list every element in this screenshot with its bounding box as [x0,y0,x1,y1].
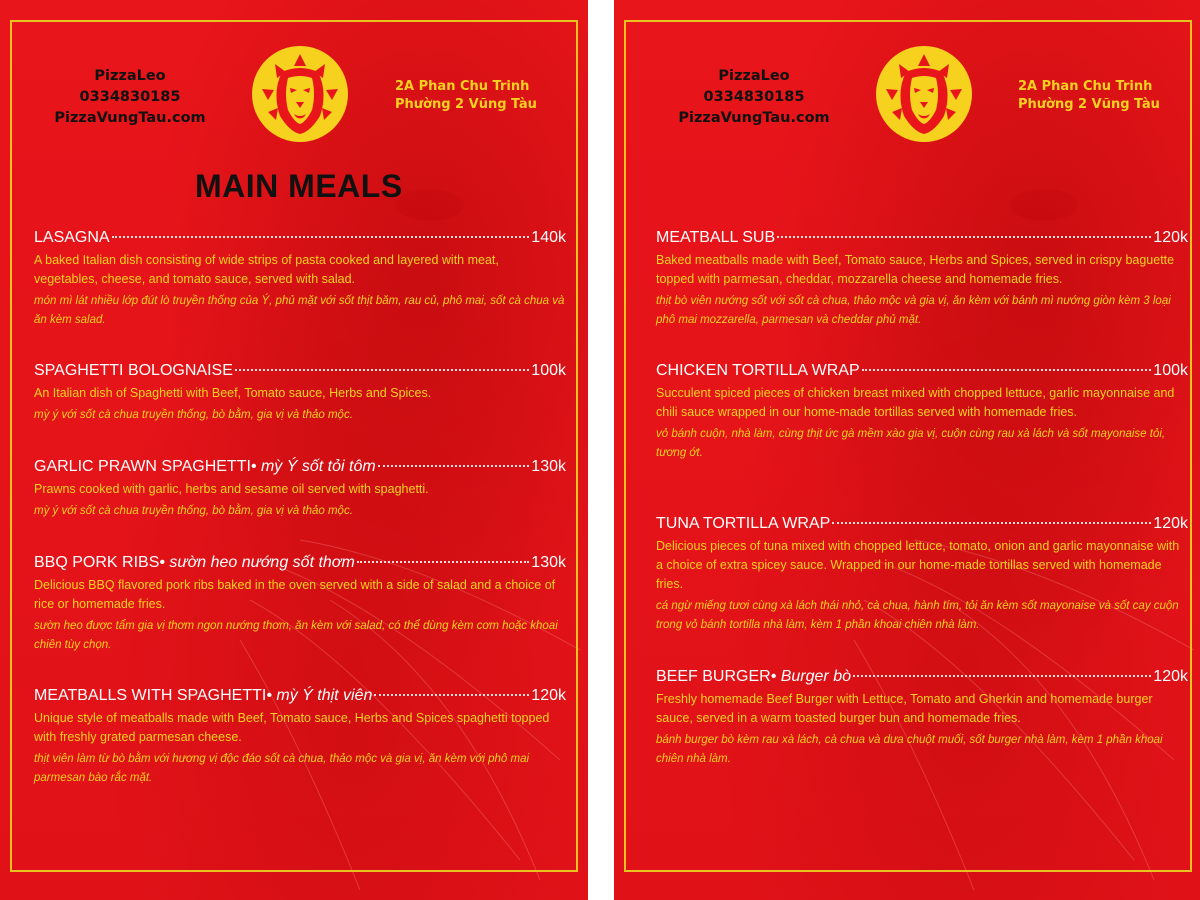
item-header [34,228,566,248]
brand-name: PizzaLeo [718,68,790,84]
item-header [656,228,1188,248]
item-name: CHICKEN TORTILLA WRAP [656,362,860,379]
address-line-2: Phường 2 Vũng Tàu [1018,97,1160,112]
item-header [34,361,566,381]
address-line-1: 2A Phan Chu Trinh [1018,79,1153,94]
item-vietnamese-description: sườn heo được tẩm gia vị thơm ngon nướng thơm, ăn kèm với salad, có thể dùng kèm cơm hoặc khoai chiên tùy chọn. [34,620,558,651]
menu-item-tuna-tortilla-wrap [656,514,1188,635]
item-price: 120k [1153,229,1188,246]
item-price: 120k [531,687,566,704]
dot-leader [862,369,1152,371]
item-header [34,553,566,573]
dot-leader [378,465,530,467]
menu-item-lasagna [34,228,566,330]
menu-page-left [0,0,588,900]
item-vietnamese-description: mỳ ý với sốt cà chua truyền thống, bò bằm, gia vị và thảo mộc. [34,409,353,421]
item-price: 140k [531,229,566,246]
brand-phone: 0334830185 [703,89,805,105]
item-header [656,361,1188,381]
item-price: 130k [531,458,566,475]
brand-phone: 0334830185 [79,89,181,105]
item-price: 100k [531,362,566,379]
address-line-2: Phường 2 Vũng Tàu [395,97,537,112]
address-block [395,78,575,114]
item-description: An Italian dish of Spaghetti with Beef, Tomato sauce, Herbs and Spices. [34,386,432,400]
item-description: Unique style of meatballs made with Beef, Tomato sauce, Herbs and Spices spaghetti topped with freshly grated parmesan cheese. [34,711,550,744]
item-description: Succulent spiced pieces of chicken breast mixed with chopped lettuce, garlic mayonnaise and chili sauce wrapped in our home-made tortillas served with homemade fries. [656,386,1175,419]
item-description: Delicious BBQ flavored pork ribs baked in the oven served with a side of salad and a choice of rice or homemade fries. [34,578,556,611]
item-header [656,667,1188,687]
item-name: TUNA TORTILLA WRAP [656,515,831,532]
item-subtitle: • sườn heo nướng sốt thơm [159,554,355,571]
item-vietnamese-description: vỏ bánh cuộn, nhà làm, cùng thịt ức gà mềm xào gia vị, cuộn cùng rau xà lách và sốt mayonaise tỏi, tương ớt. [656,428,1166,459]
item-price: 130k [531,554,566,571]
item-header [656,514,1188,534]
item-vietnamese-description: mỳ ý với sốt cà chua truyền thống, bò bằm, gia vị và thảo mộc. [34,505,353,517]
brand-website: PizzaVungTau.com [54,110,206,126]
item-vietnamese-description: bánh burger bò kèm rau xà lách, cà chua và dưa chuột muối, sốt burger nhà làm, kèm 1 phần khoai chiên nhà làm. [656,734,1163,765]
brand-website: PizzaVungTau.com [678,110,830,126]
item-name: MEATBALLS WITH SPAGHETTI [34,687,267,704]
item-name: LASAGNA [34,229,110,246]
lion-head-icon [874,44,974,144]
item-header [34,686,566,706]
menu-item-meatball-sub [656,228,1188,330]
item-name: SPAGHETTI BOLOGNAISE [34,362,233,379]
brand-block [30,66,230,129]
item-name: BBQ PORK RIBS [34,554,160,571]
menu-page-right [614,0,1200,900]
dot-leader [357,561,529,563]
dot-leader [777,236,1151,238]
item-subtitle: • mỳ Ý sốt tỏi tôm [250,458,376,475]
item-description: A baked Italian dish consisting of wide strips of pasta cooked and layered with meat, vegetables, cheese, and tomato sauce, served with salad. [34,253,499,286]
menu-item-spaghetti-bolognaise [34,361,566,425]
item-vietnamese-description: món mì lát nhiều lớp đút lò truyền thống của Ý, phủ mặt với sốt thịt băm, rau củ, phô mai, sốt cà chua và ăn kèm salad. [34,295,565,326]
page-title: MAIN MEALS [195,168,403,204]
item-description: Freshly homemade Beef Burger with Lettuce, Tomato and Gherkin and homemade burger sauce, served in a warm toasted burger bun and homemade fries. [656,692,1153,725]
brand-block [654,66,854,129]
item-vietnamese-description: cá ngừ miếng tươi cùng xà lách thái nhỏ, cà chua, hành tím, tỏi ăn kèm sốt mayonaise và sốt cay cuộn trong vỏ bánh tortilla nhà làm, kèm 1 phần khoai chiên nhà làm. [656,600,1179,631]
item-vietnamese-description: thịt viên làm từ bò bằm với hương vị độc đáo sốt cà chua, thảo mộc và gia vị, ăn kèm với phô mai parmesan bào rắc mặt. [34,753,530,784]
dot-leader [832,522,1151,524]
brand-name: PizzaLeo [94,68,166,84]
item-price: 100k [1153,362,1188,379]
address-line-1: 2A Phan Chu Trinh [395,79,530,94]
item-name: BEEF BURGER [656,668,771,685]
item-header [34,457,566,477]
item-subtitle: • Burger bò [770,668,851,685]
item-vietnamese-description: thịt bò viên nướng sốt với sốt cà chua, thảo mộc và gia vị, ăn kèm với bánh mì nướng giòn kèm 3 loại phô mai mozzarella, parmesan và cheddar phủ mặt. [656,295,1171,326]
menu-item-meatballs-with-spaghetti [34,686,566,788]
dot-leader [374,694,529,696]
dot-leader [112,236,530,238]
item-name: MEATBALL SUB [656,229,776,246]
menu-item-bbq-pork-ribs [34,553,566,655]
menu-item-garlic-prawn-spaghetti [34,457,566,521]
item-description: Baked meatballs made with Beef, Tomato sauce, Herbs and Spices, served in crispy baguette topped with parmesan, cheddar, mozzarella cheese and homemade fries. [656,253,1175,286]
item-subtitle: • mỳ Ý thịt viên [266,687,373,704]
address-block [1018,78,1198,114]
item-description: Delicious pieces of tuna mixed with chopped lettuce, tomato, onion and garlic mayonnaise with a choice of extra spicey sauce. Wrapped in our home-made tortillas served with homemade fries. [656,539,1180,591]
menu-item-chicken-tortilla-wrap [656,361,1188,463]
item-price: 120k [1153,668,1188,685]
item-name: GARLIC PRAWN SPAGHETTI [34,458,251,475]
lion-head-icon [250,44,350,144]
item-price: 120k [1153,515,1188,532]
item-description: Prawns cooked with garlic, herbs and sesame oil served with spaghetti. [34,482,429,496]
menu-item-beef-burger [656,667,1188,769]
dot-leader [853,675,1151,677]
dot-leader [235,369,529,371]
